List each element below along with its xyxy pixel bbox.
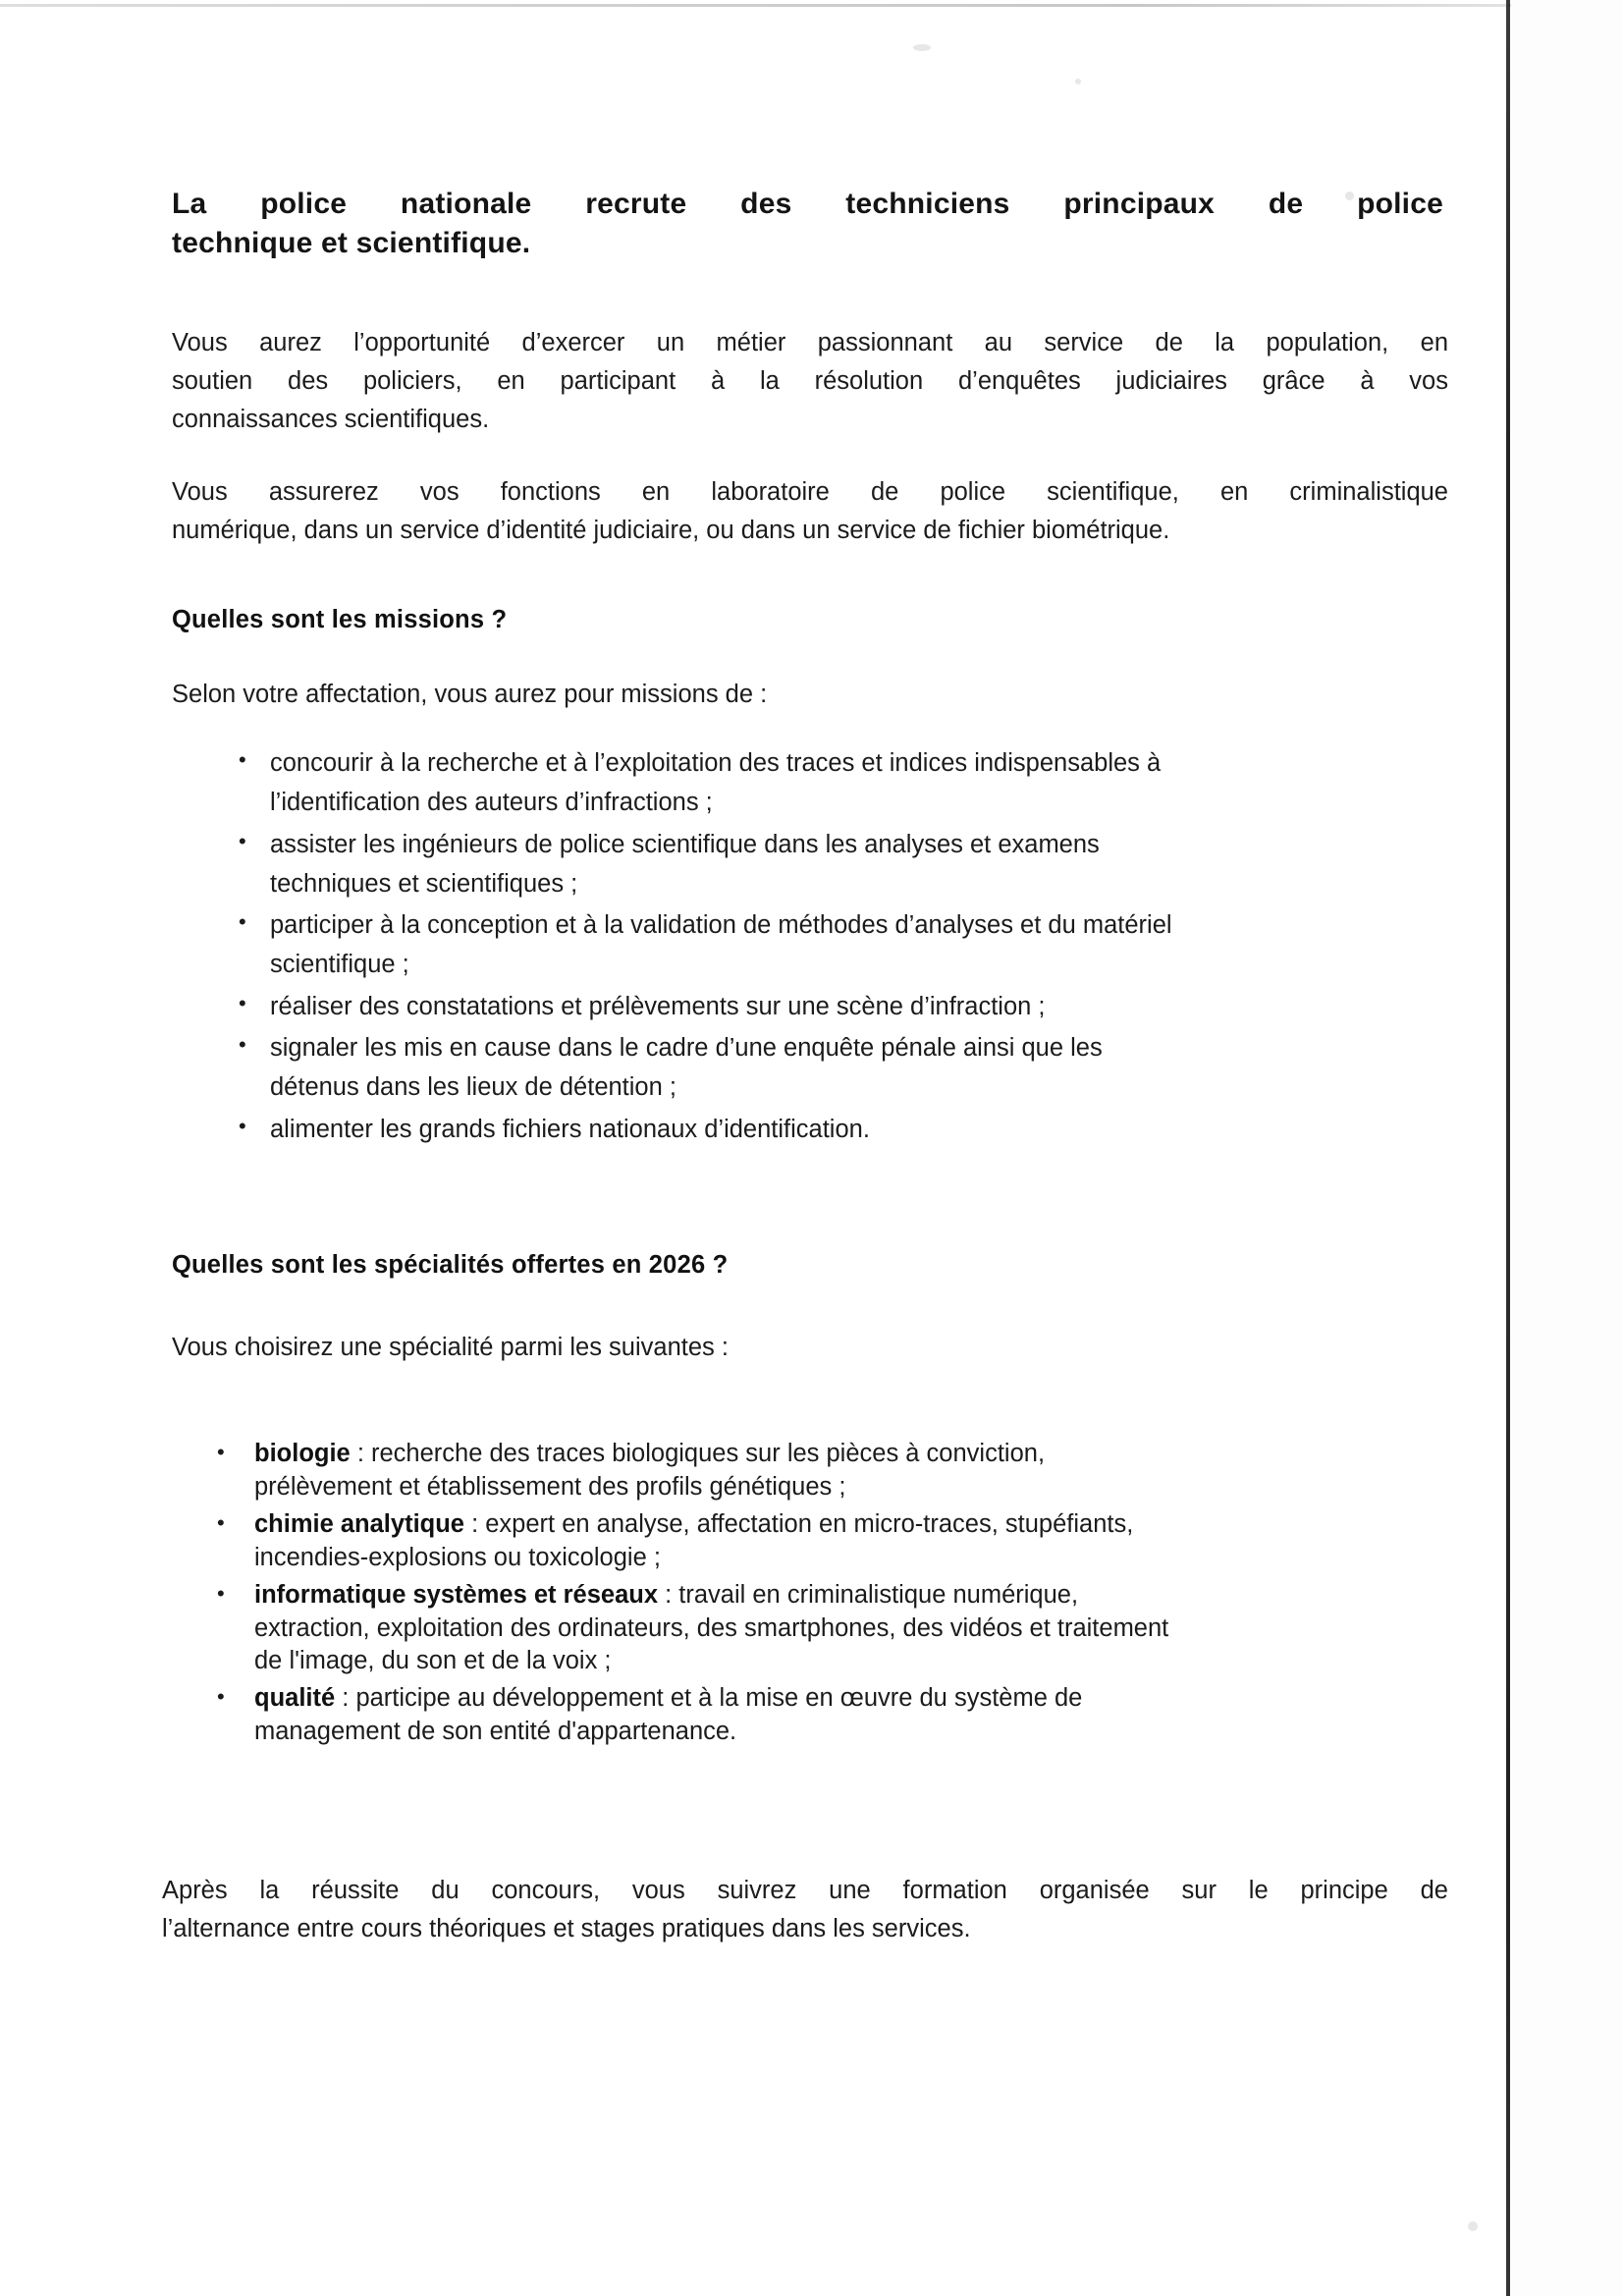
list-item-line-2: techniques et scientifiques ; (270, 869, 578, 898)
lab-paragraph (172, 473, 1448, 550)
intro-paragraph (172, 324, 1448, 438)
list-item (217, 1682, 1444, 1749)
page-title-line-1: La police nationale recrute des techniciens principaux de police (172, 188, 1443, 221)
specialite-desc-line-1: : recherche des traces biologiques sur les pièces à conviction, (350, 1440, 1046, 1467)
missions-lead-in (172, 676, 1252, 714)
bullet-icon: • (217, 1580, 225, 1606)
list-item (217, 1579, 1444, 1679)
specialites-list (217, 1438, 1444, 1753)
specialite-desc-line-1: : participe au développement et à la mise en œuvre du système de (335, 1684, 1083, 1713)
list-item-line-1: participer à la conception et à la validation de méthodes d’analyses et du matériel (270, 911, 1172, 940)
scan-right-margin (1511, 0, 1623, 2296)
bullet-icon: • (239, 990, 246, 1015)
missions-heading: Quelles sont les missions ? (172, 606, 508, 633)
closing-paragraph (162, 1872, 1448, 1948)
specialites-lead-in-text: Vous choisirez une spécialité parmi les suivantes : (172, 1334, 729, 1361)
list-item-line-1: réaliser des constatations et prélèvements sur une scène d’infraction ; (270, 992, 1046, 1020)
bullet-icon: • (239, 828, 246, 853)
list-item-line-1: signaler les mis en cause dans le cadre d’une enquête pénale ainsi que les (270, 1033, 1103, 1062)
missions-lead-in-text: Selon votre affectation, vous aurez pour missions de : (172, 681, 768, 708)
intro-paragraph-line-1: Vous aurez l’opportunité d’exercer un métier passionnant au service de la population, en (172, 329, 1448, 356)
missions-list (239, 743, 1446, 1151)
list-item (217, 1508, 1444, 1575)
bullet-icon: • (217, 1684, 225, 1710)
lab-paragraph-line-2: numérique, dans un service d’identité judiciaire, ou dans un service de fichier biométrique. (172, 516, 1170, 544)
closing-paragraph-line-2: l’alternance entre cours théoriques et stages pratiques dans les services. (162, 1914, 971, 1942)
list-item-line-1 (254, 1682, 1444, 1716)
list-item-line-2: l’identification des auteurs d’infractions ; (270, 789, 713, 817)
intro-paragraph-line-2: soutien des policiers, en participant à la résolution d’enquêtes judiciaires grâce à vos (172, 366, 1448, 395)
page-title (172, 185, 1443, 263)
list-item-line-2: scientifique ; (270, 951, 409, 979)
list-item-line-3: de l'image, du son et de la voix ; (254, 1647, 612, 1675)
specialite-term: biologie (254, 1440, 351, 1467)
list-item (239, 743, 1446, 823)
lab-paragraph-line-1: Vous assurerez vos fonctions en laboratoire de police scientifique, en criminalistique (172, 478, 1448, 506)
specialite-term: chimie analytique (254, 1509, 464, 1538)
scan-right-edge-artifact (1506, 0, 1510, 2296)
specialite-desc-line-1: : expert en analyse, affectation en micro-traces, stupéfiants, (464, 1509, 1134, 1538)
bullet-icon: • (217, 1440, 225, 1464)
page-title-line-2: technique et scientifique. (172, 226, 531, 259)
list-item (239, 825, 1446, 904)
list-item-line-1 (254, 1508, 1444, 1542)
list-item (239, 1028, 1446, 1108)
bullet-icon: • (217, 1509, 225, 1535)
list-item-line-2: extraction, exploitation des ordinateurs, des smartphones, des vidéos et traitement (254, 1613, 1169, 1642)
list-item (239, 905, 1446, 985)
specialites-lead-in (172, 1329, 1252, 1367)
list-item-line-2: détenus dans les lieux de détention ; (270, 1073, 676, 1102)
bullet-icon: • (239, 1113, 246, 1138)
intro-paragraph-line-3: connaissances scientifiques. (172, 405, 490, 433)
specialites-heading: Quelles sont les spécialités offertes en 2026 ? (172, 1251, 729, 1279)
bullet-icon: • (239, 1031, 246, 1057)
closing-paragraph-line-1: Après la réussite du concours, vous suivrez une formation organisée sur le principe de (162, 1877, 1448, 1904)
list-item (239, 987, 1446, 1026)
list-item-line-1: alimenter les grands fichiers nationaux d’identification. (270, 1115, 870, 1143)
list-item-line-1 (254, 1438, 1444, 1471)
list-item-line-2: management de son entité d'appartenance. (254, 1718, 737, 1746)
specialite-term: informatique systèmes et réseaux (254, 1580, 659, 1609)
list-item (239, 1110, 1446, 1149)
specialite-term: qualité (254, 1684, 336, 1713)
specialite-desc-line-1: : travail en criminalistique numérique, (658, 1580, 1079, 1609)
list-item-line-2: prélèvement et établissement des profils génétiques ; (254, 1472, 846, 1501)
list-item-line-2: incendies-explosions ou toxicologie ; (254, 1543, 661, 1571)
bullet-icon: • (239, 747, 246, 772)
list-item-line-1 (254, 1579, 1444, 1613)
list-item (217, 1438, 1444, 1504)
list-item-line-1: concourir à la recherche et à l’exploitation des traces et indices indispensables à (270, 749, 1162, 777)
bullet-icon: • (239, 909, 246, 935)
list-item-line-1: assister les ingénieurs de police scientifique dans les analyses et examens (270, 830, 1100, 858)
